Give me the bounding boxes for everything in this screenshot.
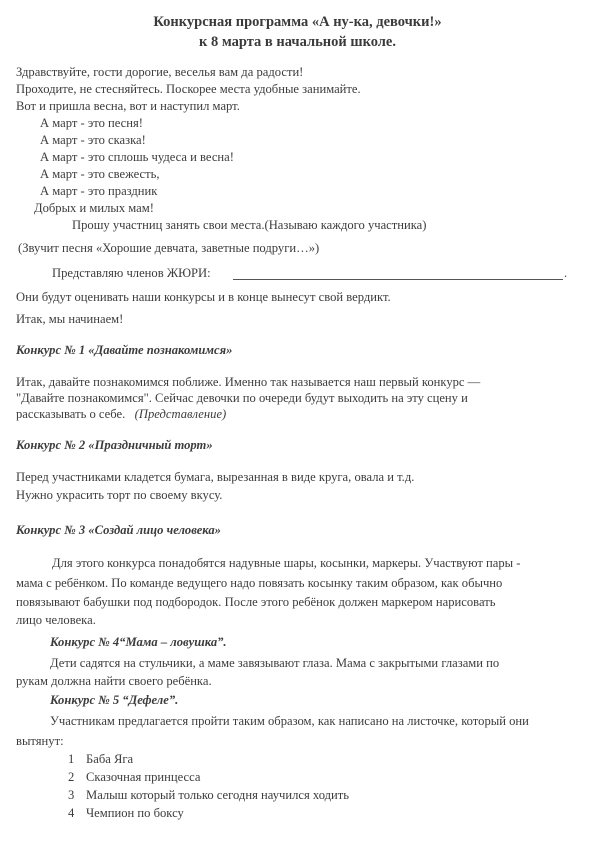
poem-line-2: А март - это сказка!: [40, 133, 146, 147]
contest-5-title: Конкурс № 5 “Дефеле”.: [50, 693, 179, 707]
jury-blank-line: [233, 279, 563, 280]
list-item-number: 3: [68, 788, 75, 802]
start-text: Итак, мы начинаем!: [16, 312, 124, 326]
contest-5-text-2: вытянут:: [16, 734, 64, 748]
contest-2-title: Конкурс № 2 «Праздничный торт»: [16, 438, 213, 452]
list-item-text: Сказочная принцесса: [86, 770, 201, 784]
greeting-line-2: Проходите, не стесняйтесь. Поскорее места удобные занимайте.: [16, 82, 361, 96]
list-item-text: Баба Яга: [86, 752, 134, 766]
list-item-text: Малыш который только сегодня научился ходить: [86, 788, 350, 802]
invite-text: Прошу участниц занять свои места.(Называю каждого участника): [72, 218, 427, 232]
poem-line-1: А март - это песня!: [40, 116, 143, 130]
greeting-line-1: Здравствуйте, гости дорогие, веселья вам да радости!: [16, 65, 304, 79]
contest-5-text-1: Участникам предлагается пройти таким образом, как написано на листочке, который они: [50, 714, 529, 728]
greeting-line-3: Вот и пришла весна, вот и наступил март.: [16, 99, 240, 113]
contest-4-title: Конкурс № 4“Мама – ловушка”.: [50, 635, 227, 649]
list-item-number: 1: [68, 752, 75, 766]
contest-4-text-1: Дети садятся на стульчики, а маме завязывают глаза. Мама с закрытыми глазами по: [50, 656, 500, 670]
contest-1-text-3: [16, 406, 226, 422]
contest-1-text-3-main: рассказывать о себе.: [16, 407, 126, 421]
song-note: (Звучит песня «Хорошие девчата, заветные подруги…»): [18, 241, 320, 255]
list-item-number: 4: [68, 806, 75, 820]
contest-1-text-1: Итак, давайте познакомимся поближе. Именно так называется наш первый конкурс —: [16, 375, 481, 389]
verdict-text: Они будут оценивать наши конкурсы и в конце вынесут свой вердикт.: [16, 290, 391, 304]
jury-intro: [52, 265, 211, 281]
contest-4-text-2: рукам должна найти своего ребёнка.: [16, 674, 212, 688]
jury-end: .: [564, 266, 568, 280]
contest-3-text-4: лицо человека.: [16, 613, 96, 627]
contest-3-text-3: повязывают бабушки под подбородок. После этого ребёнок должен маркером нарисовать: [16, 595, 496, 609]
poem-line-4: А март - это свежесть,: [40, 167, 160, 181]
contest-2-text-2: Нужно украсить торт по своему вкусу.: [16, 488, 223, 502]
poem-line-6: Добрых и милых мам!: [34, 201, 154, 215]
poem-line-3: А март - это сплошь чудеса и весна!: [40, 150, 234, 164]
contest-1-text-2: "Давайте познакомимся". Сейчас девочки по очереди будут выходить на эту сцену и: [16, 391, 468, 405]
contest-3-text-2: мама с ребёнком. По команде ведущего надо повязать косынку таким образом, как обычно: [16, 576, 503, 590]
jury-label: Представляю членов ЖЮРИ:: [52, 266, 211, 280]
contest-1-title: Конкурс № 1 «Давайте познакомимся»: [16, 343, 233, 357]
contest-2-text-1: Перед участниками кладется бумага, вырезанная в виде круга, овала и т.д.: [16, 470, 415, 484]
poem-line-5: А март - это праздник: [40, 184, 158, 198]
list-item-number: 2: [68, 770, 75, 784]
contest-3-title: Конкурс № 3 «Создай лицо человека»: [16, 523, 221, 537]
contest-1-note: (Представление): [134, 407, 227, 421]
document-title-line-2: к 8 марта в начальной школе.: [198, 34, 396, 50]
list-item-text: Чемпион по боксу: [86, 806, 184, 820]
contest-3-text-1: Для этого конкурса понадобятся надувные шары, косынки, маркеры. Участвуют пары -: [52, 556, 521, 570]
document-title-line-1: Конкурсная программа «А ну-ка, девочки!»: [153, 14, 442, 30]
